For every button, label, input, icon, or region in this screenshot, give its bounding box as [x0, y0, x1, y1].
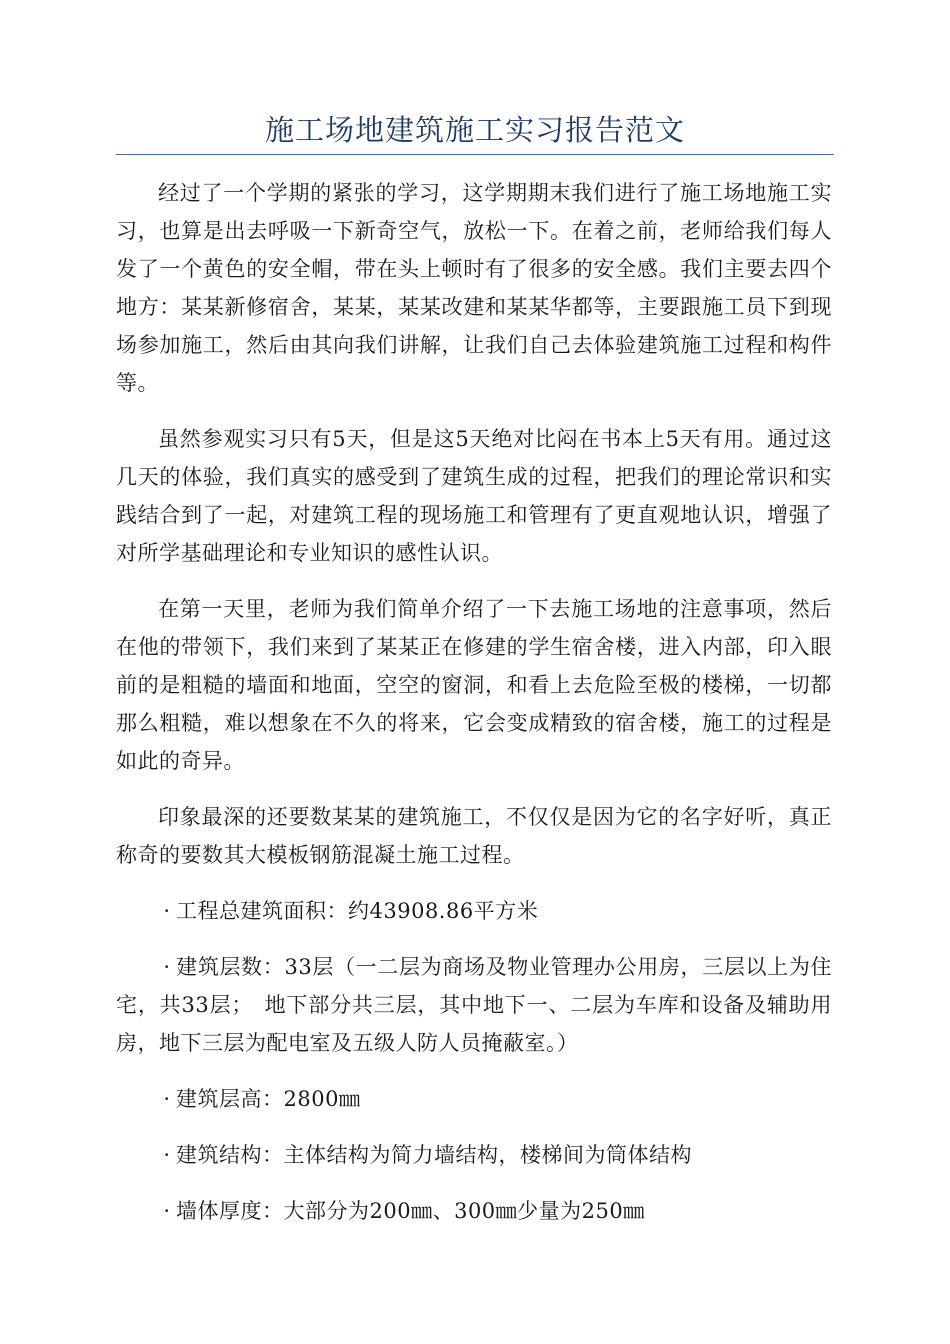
bullet-dot-icon: · [163, 899, 171, 923]
bullet-text: 建筑结构：主体结构为简力墙结构，楼梯间为筒体结构 [176, 1143, 692, 1167]
bullet-dot-icon: · [163, 955, 171, 979]
document-title: 施工场地建筑施工实习报告范文 [264, 113, 685, 147]
paragraph: 印象最深的还要数某某的建筑施工，不仅仅是因为它的名字好听，真正称奇的要数其大模板钢筋混凝土施工过程。 [116, 805, 832, 867]
bullet-dot-icon: · [163, 1199, 171, 1223]
bullet-item [116, 948, 832, 1062]
paragraph: 在第一天里，老师为我们简单介绍了一下去施工场地的注意事项，然后在他的带领下，我们来到了某某正在修建的学生宿舍楼，进入内部，印入眼前的是粗糙的墙面和地面，空空的窗洞，和看上去危险至极的楼梯，一切都那么粗糙，难以想象在不久的将来，它会变成精致的宿舍楼，施工的过程是如此的奇异。 [116, 597, 832, 773]
bullet-text: 建筑层高：2800㎜ [176, 1087, 361, 1111]
bullet-dot-icon: · [163, 1087, 171, 1111]
bullet-text: 工程总建筑面积：约43908.86平方米 [176, 899, 539, 923]
bullet-text: 墙体厚度：大部分为200㎜、300㎜少量为250㎜ [176, 1199, 645, 1223]
bullet-item [116, 1080, 832, 1118]
bullet-text: 建筑层数：33层（一二层为商场及物业管理办公用房，三层以上为住宅，共33层； 地下部分共三层，其中地下一、二层为车库和设备及辅助用房，地下三层为配电室及五级人防人员掩蔽室。） [116, 955, 832, 1055]
title-underline [116, 154, 834, 155]
paragraph: 经过了一个学期的紧张的学习，这学期期末我们进行了施工场地施工实习，也算是出去呼吸一下新奇空气，放松一下。在着之前，老师给我们每人发了一个黄色的安全帽，带在头上顿时有了很多的安全感。我们主要去四个地方：某某新修宿舍，某某，某某改建和某某华都等，主要跟施工员下到现场参加施工，然后由其向我们讲解，让我们自己去体验建筑施工过程和构件等。 [116, 181, 832, 395]
bullet-dot-icon: · [163, 1143, 171, 1167]
bullet-item [116, 1192, 832, 1230]
bullet-item [116, 1136, 832, 1174]
paragraph: 虽然参观实习只有5天，但是这5天绝对比闷在书本上5天有用。通过这几天的体验，我们真实的感受到了建筑生成的过程，把我们的理论常识和实践结合到了一起，对建筑工程的现场施工和管理有了更直观地认识，增强了对所学基础理论和专业知识的感性认识。 [116, 427, 832, 565]
bullet-item [116, 892, 832, 930]
document-body [116, 174, 832, 1248]
